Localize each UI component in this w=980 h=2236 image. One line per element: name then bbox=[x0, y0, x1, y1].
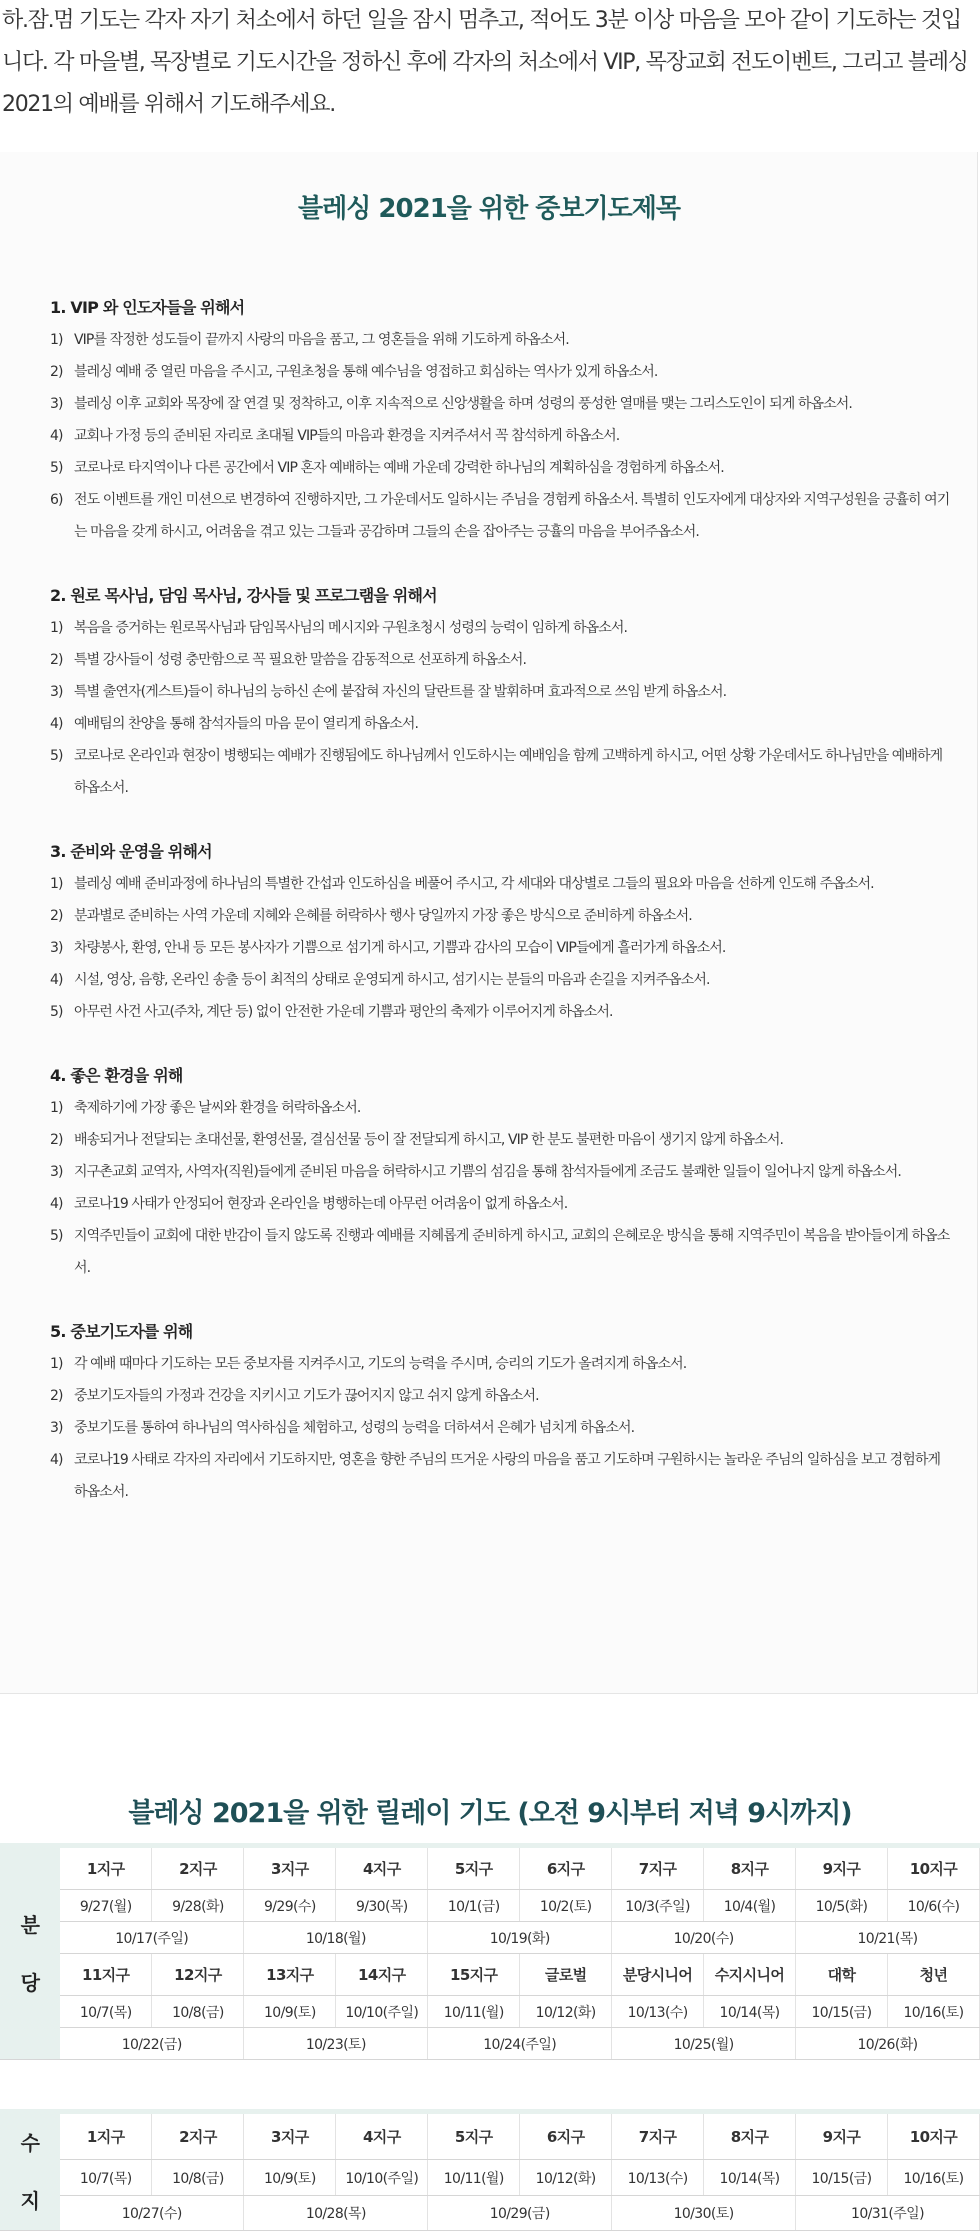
zone-row bbox=[0, 1954, 980, 1996]
prayer-item-number: 5) bbox=[50, 1004, 63, 1020]
pair-date-cell: 10/23(토) bbox=[244, 2028, 428, 2060]
date-cell: 10/14(목) bbox=[704, 1996, 796, 2028]
region-label-char: 수 bbox=[20, 2131, 40, 2155]
prayer-item-text: 중보기도자들의 가정과 건강을 지키시고 기도가 끊어지지 않고 쉬지 않게 하옵소서. bbox=[74, 1388, 539, 1404]
prayer-item-text: 블레싱 예배 중 열린 마음을 주시고, 구원초청을 통해 예수님을 영접하고 회심하는 역사가 있게 하옵소서. bbox=[74, 364, 658, 380]
prayer-item-number: 1) bbox=[50, 876, 63, 892]
section-heading: 2. 원로 목사님, 담임 목사님, 강사들 및 프로그램을 위해서 bbox=[50, 586, 437, 605]
zone-cell: 분당시니어 bbox=[612, 1954, 704, 1996]
region-label bbox=[0, 2112, 60, 2231]
date-cell: 9/28(화) bbox=[152, 1890, 244, 1922]
prayer-item-number: 3) bbox=[50, 940, 63, 956]
prayer-section bbox=[50, 291, 950, 548]
zone-cell: 6지구 bbox=[520, 1846, 612, 1890]
region-label-char: 지 bbox=[20, 2189, 40, 2213]
prayer-item bbox=[50, 1348, 950, 1380]
region-label-char: 당 bbox=[20, 1970, 40, 1995]
date-row bbox=[0, 2160, 980, 2195]
prayer-item-text: 특별 출연자(게스트)들이 하나님의 능하신 손에 붙잡혀 자신의 달란트를 잘 발휘하며 효과적으로 쓰임 받게 하옵소서. bbox=[74, 684, 727, 700]
pair-date-cell: 10/31(주일) bbox=[796, 2195, 980, 2230]
date-cell: 10/12(화) bbox=[520, 2160, 612, 2195]
zone-row bbox=[0, 1846, 980, 1890]
prayer-item-text: 코로나19 사태로 각자의 자리에서 기도하지만, 영혼을 향한 주님의 뜨거운 사랑의 마음을 품고 기도하며 구원하시는 놀라운 주님의 일하심을 보고 경험하게 하옵소서. bbox=[74, 1452, 941, 1500]
section-heading: 4. 좋은 환경을 위해 bbox=[50, 1066, 183, 1085]
prayer-item-text: 코로나19 사태가 안정되어 현장과 온라인을 병행하는데 아무런 어려움이 없게 하옵소서. bbox=[74, 1196, 568, 1212]
prayer-item bbox=[50, 708, 950, 740]
pair-date-cell: 10/28(목) bbox=[244, 2195, 428, 2230]
zone-cell: 청년 bbox=[887, 1954, 979, 1996]
zone-cell: 7지구 bbox=[612, 2112, 704, 2160]
prayer-item bbox=[50, 1156, 950, 1188]
prayer-item bbox=[50, 420, 950, 452]
prayer-item bbox=[50, 1092, 950, 1124]
zone-cell: 14지구 bbox=[336, 1954, 428, 1996]
zone-cell: 2지구 bbox=[152, 1846, 244, 1890]
zone-cell: 3지구 bbox=[244, 2112, 336, 2160]
prayer-section bbox=[50, 579, 950, 804]
prayer-item-number: 3) bbox=[50, 684, 63, 700]
prayer-item bbox=[50, 1124, 950, 1156]
pair-date-cell: 10/17(주일) bbox=[60, 1922, 244, 1954]
prayer-item bbox=[50, 452, 950, 484]
intro-paragraph: 하.잠.멈 기도는 각자 자기 처소에서 하던 일을 잠시 멈추고, 적어도 3분 이상 마음을 모아 같이 기도하는 것입니다. 각 마을별, 목장별로 기도시간을 정하신 후에 각자의 처소에서 VIP, 목장교회 전도이벤트, 그리고 블레싱 2021의 예배를 위해서 기도해주세요. bbox=[2, 8, 968, 117]
prayer-item bbox=[50, 676, 950, 708]
pair-date-cell: 10/19(화) bbox=[428, 1922, 612, 1954]
prayer-item-number: 5) bbox=[50, 1228, 63, 1244]
region-label-char: 분 bbox=[20, 1912, 40, 1937]
prayer-item-number: 4) bbox=[50, 428, 63, 444]
prayer-item-number: 2) bbox=[50, 364, 63, 380]
prayer-item-text: VIP를 작정한 성도들이 끝까지 사랑의 마음을 품고, 그 영혼들을 위해 기도하게 하옵소서. bbox=[74, 332, 569, 348]
prayer-item-text: 코로나로 온라인과 현장이 병행되는 예배가 진행됨에도 하나님께서 인도하시는 예배임을 함께 고백하게 하시고, 어떤 상황 가운데서도 하나님만을 예배하게 하옵소서. bbox=[74, 748, 943, 796]
pair-date-cell: 10/27(수) bbox=[60, 2195, 244, 2230]
pair-date-cell: 10/20(수) bbox=[612, 1922, 796, 1954]
zone-cell: 1지구 bbox=[60, 1846, 152, 1890]
prayer-item-text: 예배팀의 찬양을 통해 참석자들의 마음 문이 열리게 하옵소서. bbox=[74, 716, 419, 732]
prayer-item-number: 2) bbox=[50, 908, 63, 924]
prayer-item-number: 3) bbox=[50, 396, 63, 412]
prayer-item-number: 1) bbox=[50, 1356, 63, 1372]
date-row bbox=[0, 1996, 980, 2028]
date-cell: 10/10(주일) bbox=[336, 1996, 428, 2028]
prayer-item-number: 4) bbox=[50, 1196, 63, 1212]
zone-cell: 10지구 bbox=[887, 2112, 979, 2160]
prayer-topics-panel bbox=[0, 152, 978, 1694]
date-cell: 10/9(토) bbox=[244, 1996, 336, 2028]
prayer-item-text: 블레싱 이후 교회와 목장에 잘 연결 및 정착하고, 이후 지속적으로 신앙생활을 하며 성령의 풍성한 열매를 맺는 그리스도인이 되게 하옵소서. bbox=[74, 396, 852, 412]
prayer-item-number: 1) bbox=[50, 1100, 63, 1116]
prayer-item-number: 2) bbox=[50, 652, 63, 668]
date-cell: 10/14(목) bbox=[704, 2160, 796, 2195]
prayer-item-text: 지역주민들이 교회에 대한 반감이 들지 않도록 진행과 예배를 지혜롭게 준비하게 하시고, 교회의 은혜로운 방식을 통해 지역주민이 복음을 받아들이게 하옵소서. bbox=[74, 1228, 950, 1276]
prayer-item-text: 교회나 가정 등의 준비된 자리로 초대될 VIP들의 마음과 환경을 지켜주셔서 꼭 참석하게 하옵소서. bbox=[74, 428, 620, 444]
zone-row bbox=[0, 2112, 980, 2160]
section-heading: 5. 중보기도자를 위해 bbox=[50, 1322, 193, 1341]
prayer-sections bbox=[50, 291, 950, 1539]
prayer-section bbox=[50, 835, 950, 1028]
zone-cell: 13지구 bbox=[244, 1954, 336, 1996]
zone-cell: 8지구 bbox=[704, 1846, 796, 1890]
prayer-item bbox=[50, 1380, 950, 1412]
prayer-item-text: 특별 강사들이 성령 충만함으로 꼭 필요한 말씀을 감동적으로 선포하게 하옵소서. bbox=[74, 652, 527, 668]
suji-schedule-table bbox=[0, 2109, 980, 2231]
date-cell: 9/27(월) bbox=[60, 1890, 152, 1922]
zone-cell: 3지구 bbox=[244, 1846, 336, 1890]
prayer-item-number: 6) bbox=[50, 492, 63, 508]
date-cell: 10/7(목) bbox=[60, 2160, 152, 2195]
prayer-item-text: 중보기도를 통하여 하나님의 역사하심을 체험하고, 성령의 능력을 더하셔서 은혜가 넘치게 하옵소서. bbox=[74, 1420, 635, 1436]
zone-cell: 4지구 bbox=[336, 1846, 428, 1890]
date-cell: 10/11(월) bbox=[428, 1996, 520, 2028]
prayer-item bbox=[50, 612, 950, 644]
prayer-item-number: 1) bbox=[50, 332, 63, 348]
prayer-item-number: 2) bbox=[50, 1132, 63, 1148]
prayer-item-number: 4) bbox=[50, 716, 63, 732]
date-cell: 10/15(금) bbox=[796, 1996, 888, 2028]
prayer-item bbox=[50, 484, 950, 548]
pair-date-cell: 10/18(월) bbox=[244, 1922, 428, 1954]
date-cell: 9/29(수) bbox=[244, 1890, 336, 1922]
relay-prayer-title: 블레싱 2021을 위한 릴레이 기도 (오전 9시부터 저녁 9시까지) bbox=[128, 1798, 852, 1829]
prayer-item-number: 3) bbox=[50, 1420, 63, 1436]
pair-date-cell: 10/21(목) bbox=[796, 1922, 980, 1954]
pair-date-cell: 10/30(토) bbox=[612, 2195, 796, 2230]
prayer-item bbox=[50, 388, 950, 420]
zone-cell: 글로벌 bbox=[520, 1954, 612, 1996]
date-cell: 9/30(목) bbox=[336, 1890, 428, 1922]
section-heading: 3. 준비와 운영을 위해서 bbox=[50, 842, 212, 861]
date-cell: 10/2(토) bbox=[520, 1890, 612, 1922]
pair-date-cell: 10/24(주일) bbox=[428, 2028, 612, 2060]
prayer-section bbox=[50, 1059, 950, 1284]
zone-cell: 5지구 bbox=[428, 2112, 520, 2160]
prayer-item-number: 2) bbox=[50, 1388, 63, 1404]
prayer-item-text: 차량봉사, 환영, 안내 등 모든 봉사자가 기쁨으로 섬기게 하시고, 기쁨과 감사의 모습이 VIP들에게 흘러가게 하옵소서. bbox=[74, 940, 726, 956]
prayer-section bbox=[50, 1315, 950, 1508]
prayer-item-text: 전도 이벤트를 개인 미션으로 변경하여 진행하지만, 그 가운데서도 일하시는 주님을 경험케 하옵소서. 특별히 인도자에게 대상자와 지역구성원을 긍휼히 여기는 마음을 갖게 하시고, 어려움을 겪고 있는 그들과 공감하며 그들의 손을 잡아주는 긍휼의 마음을 부어주옵소서. bbox=[74, 492, 950, 540]
pair-date-cell: 10/22(금) bbox=[60, 2028, 244, 2060]
prayer-item bbox=[50, 1444, 950, 1508]
prayer-item-text: 분과별로 준비하는 사역 가운데 지혜와 은혜를 허락하사 행사 당일까지 가장 좋은 방식으로 준비하게 하옵소서. bbox=[74, 908, 692, 924]
prayer-item-text: 복음을 증거하는 원로목사님과 담임목사님의 메시지와 구원초청시 성령의 능력이 임하게 하옵소서. bbox=[74, 620, 628, 636]
pair-date-cell: 10/25(월) bbox=[612, 2028, 796, 2060]
date-cell: 10/16(토) bbox=[887, 1996, 979, 2028]
prayer-item-text: 아무런 사건 사고(주차, 계단 등) 없이 안전한 가운데 기쁨과 평안의 축제가 이루어지게 하옵소서. bbox=[74, 1004, 613, 1020]
prayer-item-text: 코로나로 타지역이나 다른 공간에서 VIP 혼자 예배하는 예배 가운데 강력한 하나님의 계획하심을 경험하게 하옵소서. bbox=[74, 460, 724, 476]
prayer-item-number: 5) bbox=[50, 748, 63, 764]
date-cell: 10/16(토) bbox=[887, 2160, 979, 2195]
date-cell: 10/3(주일) bbox=[612, 1890, 704, 1922]
date-cell: 10/4(월) bbox=[704, 1890, 796, 1922]
region-label bbox=[0, 1846, 60, 2060]
date-cell: 10/13(수) bbox=[612, 1996, 704, 2028]
pair-date-cell: 10/26(화) bbox=[796, 2028, 980, 2060]
date-cell: 10/6(수) bbox=[887, 1890, 979, 1922]
pair-date-row bbox=[0, 2195, 980, 2230]
prayer-item-text: 배송되거나 전달되는 초대선물, 환영선물, 결심선물 등이 잘 전달되게 하시고, VIP 한 분도 불편한 마음이 생기지 않게 하옵소서. bbox=[74, 1132, 784, 1148]
date-cell: 10/15(금) bbox=[796, 2160, 888, 2195]
zone-cell: 2지구 bbox=[152, 2112, 244, 2160]
prayer-item bbox=[50, 996, 950, 1028]
prayer-item-number: 5) bbox=[50, 460, 63, 476]
date-cell: 10/8(금) bbox=[152, 1996, 244, 2028]
date-cell: 10/13(수) bbox=[612, 2160, 704, 2195]
prayer-item bbox=[50, 900, 950, 932]
section-heading: 1. VIP 와 인도자들을 위해서 bbox=[50, 298, 245, 317]
date-cell: 10/10(주일) bbox=[336, 2160, 428, 2195]
zone-cell: 12지구 bbox=[152, 1954, 244, 1996]
prayer-item bbox=[50, 324, 950, 356]
prayer-item bbox=[50, 932, 950, 964]
prayer-item bbox=[50, 740, 950, 804]
zone-cell: 대학 bbox=[796, 1954, 888, 1996]
prayer-item bbox=[50, 964, 950, 996]
zone-cell: 8지구 bbox=[704, 2112, 796, 2160]
zone-cell: 11지구 bbox=[60, 1954, 152, 1996]
prayer-item-text: 시설, 영상, 음향, 온라인 송출 등이 최적의 상태로 운영되게 하시고, 섬기시는 분들의 마음과 손길을 지켜주옵소서. bbox=[74, 972, 710, 988]
prayer-item-text: 축제하기에 가장 좋은 날씨와 환경을 허락하옵소서. bbox=[74, 1100, 361, 1116]
date-cell: 10/1(금) bbox=[428, 1890, 520, 1922]
zone-cell: 4지구 bbox=[336, 2112, 428, 2160]
zone-cell: 9지구 bbox=[796, 2112, 888, 2160]
date-cell: 10/7(목) bbox=[60, 1996, 152, 2028]
prayer-item bbox=[50, 1220, 950, 1284]
date-row bbox=[0, 1890, 980, 1922]
zone-cell: 15지구 bbox=[428, 1954, 520, 1996]
prayer-item-text: 각 예배 때마다 기도하는 모든 중보자를 지켜주시고, 기도의 능력을 주시며, 승리의 기도가 올려지게 하옵소서. bbox=[74, 1356, 687, 1372]
prayer-item bbox=[50, 1188, 950, 1220]
pair-date-row bbox=[0, 1922, 980, 1954]
date-cell: 10/11(월) bbox=[428, 2160, 520, 2195]
zone-cell: 1지구 bbox=[60, 2112, 152, 2160]
date-cell: 10/8(금) bbox=[152, 2160, 244, 2195]
prayer-item-number: 4) bbox=[50, 972, 63, 988]
prayer-item bbox=[50, 644, 950, 676]
date-cell: 10/5(화) bbox=[796, 1890, 888, 1922]
prayer-item-number: 1) bbox=[50, 620, 63, 636]
date-cell: 10/9(토) bbox=[244, 2160, 336, 2195]
prayer-item bbox=[50, 356, 950, 388]
zone-cell: 6지구 bbox=[520, 2112, 612, 2160]
prayer-item-text: 지구촌교회 교역자, 사역자(직원)들에게 준비된 마음을 허락하시고 기쁨의 섬김을 통해 참석자들에게 조금도 불쾌한 일들이 일어나지 않게 하옵소서. bbox=[74, 1164, 901, 1180]
prayer-item-number: 4) bbox=[50, 1452, 63, 1468]
date-cell: 10/12(화) bbox=[520, 1996, 612, 2028]
zone-cell: 9지구 bbox=[796, 1846, 888, 1890]
pair-date-row bbox=[0, 2028, 980, 2060]
pair-date-cell: 10/29(금) bbox=[428, 2195, 612, 2230]
zone-cell: 10지구 bbox=[887, 1846, 979, 1890]
zone-cell: 7지구 bbox=[612, 1846, 704, 1890]
prayer-item-number: 3) bbox=[50, 1164, 63, 1180]
bundang-schedule-table bbox=[0, 1843, 980, 2060]
prayer-item bbox=[50, 1412, 950, 1444]
prayer-item bbox=[50, 868, 950, 900]
prayer-topics-title: 블레싱 2021을 위한 중보기도제목 bbox=[298, 194, 680, 224]
zone-cell: 5지구 bbox=[428, 1846, 520, 1890]
prayer-item-text: 블레싱 예배 준비과정에 하나님의 특별한 간섭과 인도하심을 베풀어 주시고, 각 세대와 대상별로 그들의 필요와 마음을 선하게 인도해 주옵소서. bbox=[74, 876, 874, 892]
zone-cell: 수지시니어 bbox=[704, 1954, 796, 1996]
